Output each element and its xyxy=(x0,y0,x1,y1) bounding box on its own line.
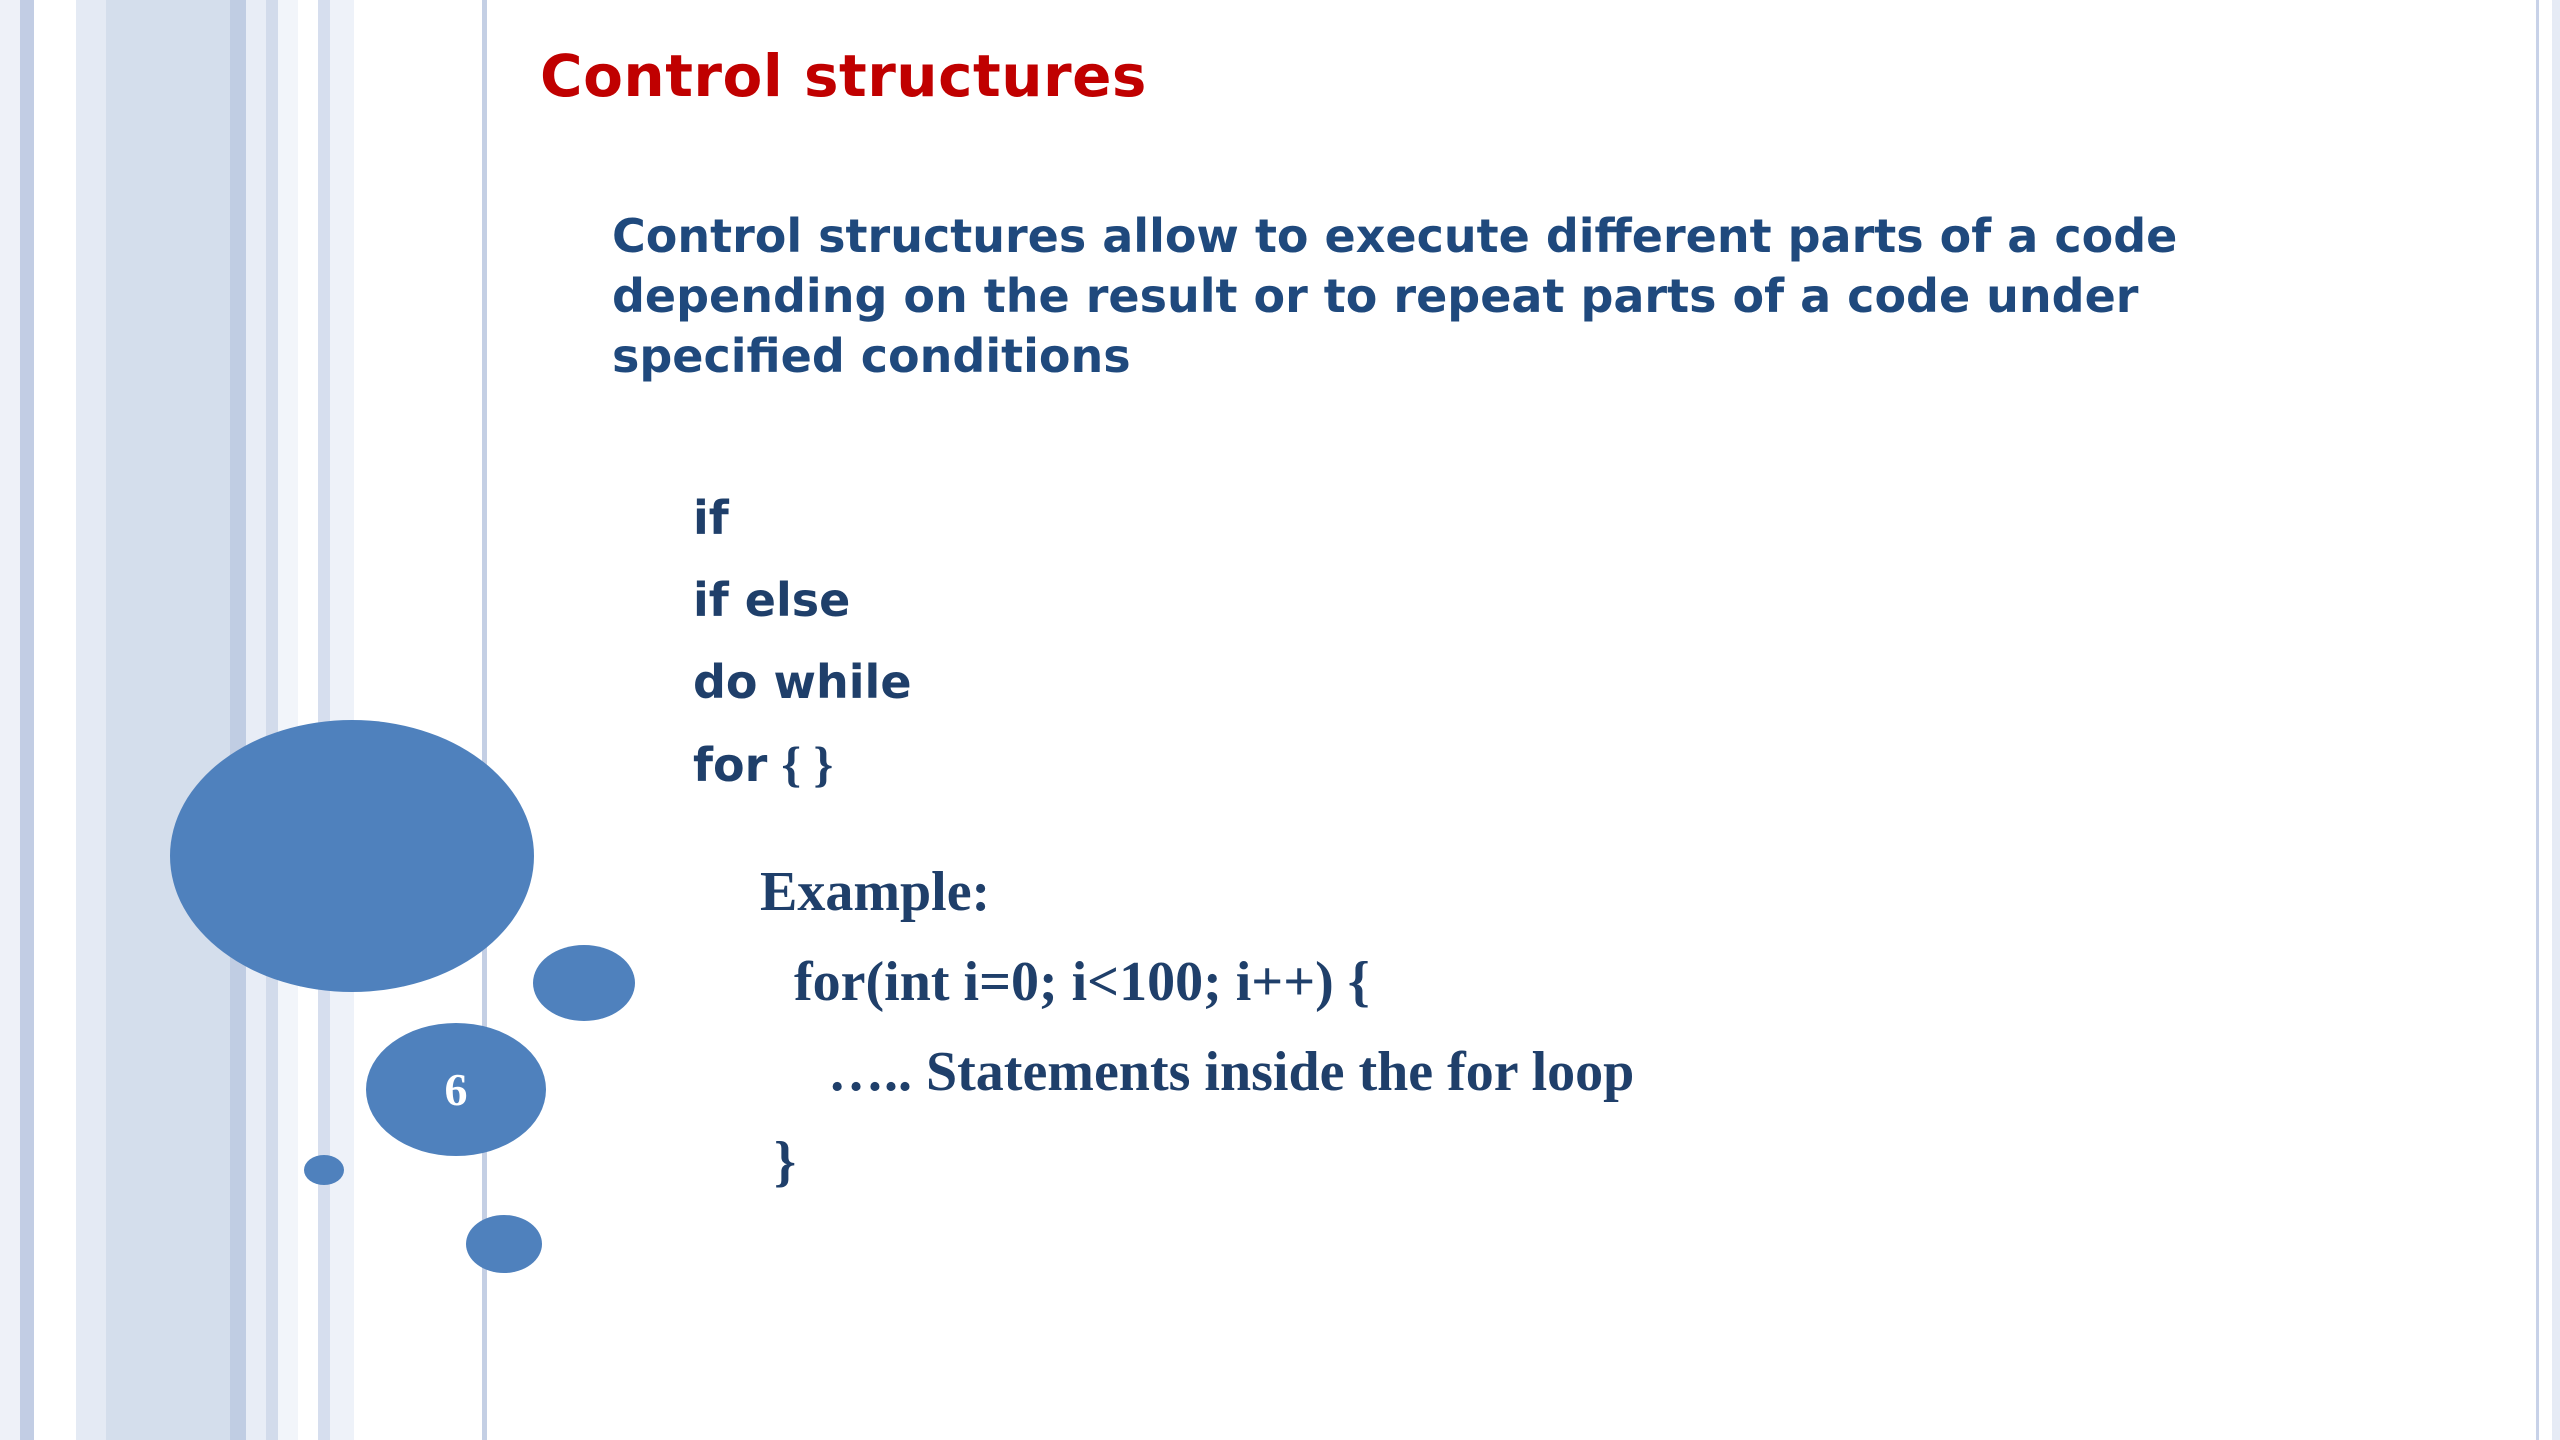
decor-stripe xyxy=(230,0,246,1440)
decor-stripe xyxy=(20,0,34,1440)
keyword-braces: { } xyxy=(781,736,834,792)
decor-stripe xyxy=(34,0,76,1440)
keyword-item xyxy=(693,568,912,650)
decor-right-edge-band xyxy=(2552,0,2560,1440)
decor-stripe xyxy=(278,0,298,1440)
decor-stripe xyxy=(298,0,318,1440)
decor-circle-large xyxy=(170,720,534,992)
keyword-list xyxy=(693,486,912,814)
keyword-text: for xyxy=(693,738,768,792)
example-code-line: ….. Statements inside the for loop xyxy=(828,1041,1635,1103)
decor-circle-medium xyxy=(533,945,635,1021)
decor-stripe xyxy=(246,0,266,1440)
decor-stripe xyxy=(76,0,106,1440)
decor-stripe xyxy=(106,0,230,1440)
keyword-text: if else xyxy=(693,573,851,627)
page-number: 6 xyxy=(444,1064,468,1115)
keyword-text: do while xyxy=(693,655,912,709)
decor-right-edge-line xyxy=(2536,0,2539,1440)
example-code-line: } xyxy=(774,1131,797,1193)
intro-paragraph: Control structures allow to execute different parts of a code depending on the result or to repeat parts of a code under specified conditions xyxy=(612,209,2178,383)
keyword-item xyxy=(693,486,912,568)
example-label: Example: xyxy=(760,861,991,923)
keyword-text: if xyxy=(693,491,729,545)
decor-circle-lower xyxy=(466,1215,542,1273)
decor-stripe xyxy=(0,0,20,1440)
decor-circle-small xyxy=(304,1155,344,1185)
decor-stripe xyxy=(318,0,330,1440)
keyword-item xyxy=(693,650,912,732)
page-number-badge xyxy=(366,1023,546,1156)
decor-stripe xyxy=(266,0,278,1440)
slide-title: Control structures xyxy=(540,42,1147,110)
example-code-line: for(int i=0; i<100; i++) { xyxy=(794,951,1370,1013)
keyword-item xyxy=(693,732,912,814)
